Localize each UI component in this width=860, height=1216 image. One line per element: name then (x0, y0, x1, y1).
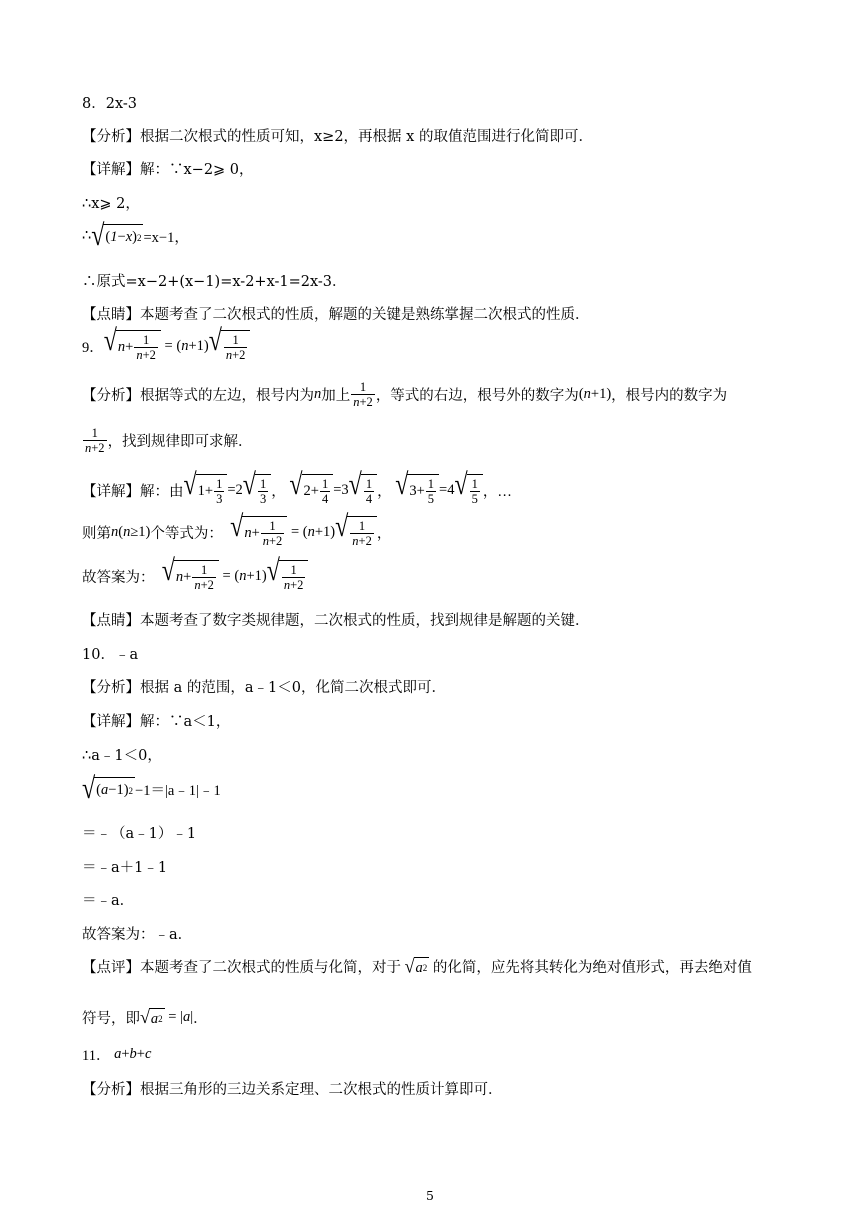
radical-lhs: √ n + $\frac{1}{n+2}$ (104, 330, 161, 362)
analysis-8: 【分析】根据二次根式的性质可知，x≥2，再根据 x 的取值范围进行化简即可． (82, 129, 593, 145)
comment-8: 【点睛】本题考查了二次根式的性质，解题的关键是熟练掌握二次根式的性质． (82, 307, 590, 323)
solution-10-line2: ∴a﹣1＜0， (82, 748, 162, 764)
comment-10-line2: 符号，即 √ a 2 = |a| ． (82, 1005, 208, 1027)
radical-expression: √ ( 1 − x ) 2 (91, 219, 142, 253)
solution-8-line4: ∴原式=x−2+(x−1)=x-2+x-1=2x-3． (82, 274, 347, 290)
solution-8-line1: 【详解】解：∵x−2⩾ 0， (82, 162, 254, 178)
answer-10: 10．﹣a (82, 647, 139, 663)
page-number: 5 (426, 1188, 434, 1203)
solution-10-line5: ＝﹣a＋1﹣1 (82, 860, 168, 876)
solution-8-line3: ∴ √ ( 1 − x ) 2 =x−1， (82, 219, 189, 253)
solution-9-line1: 【详解】解：由 √ 1+ $\frac{1}{3}$ =2 √ $\frac{1}{3}$ ， √ 2+ $\frac{1}{4}$ =3 √ $\frac{1}{4}$ ， √ 3+ $\frac{1}{5}$ =4 √ $\frac{1}{5}$ ，… (82, 468, 512, 506)
answer-11: 11． a+b+c (82, 1046, 152, 1064)
radical-rhs: √ $\frac{1}{n+2}$ (209, 330, 251, 362)
solution-9-answer: 故答案为： √ n + $\frac{1}{n+2}$ = (n+1) √ $\frac{1}{n+2}$ (82, 560, 308, 592)
solution-10-line4: ＝﹣（a﹣1）﹣1 (82, 826, 197, 842)
solution-10-line6: ＝﹣a． (82, 893, 135, 909)
therefore-symbol: ∴ (82, 227, 92, 244)
solution-9-line2: 则第 n(n≥1) 个等式为： √ n + $\frac{1}{n+2}$ = (n+1) √ $\frac{1}{n+2}$ ， (82, 510, 392, 548)
analysis-10: 【分析】根据 a 的范围，a﹣1＜0，化简二次根式即可． (82, 680, 446, 696)
analysis-9-line1: 【分析】根据等式的左边，根号内为 n 加上 $\frac{1}{n+2}$ ，等式的右边，根号外的数字为 (n+1) ，根号内的数字为 (82, 380, 728, 409)
solution-10-line1: 【详解】解：∵a＜1， (82, 714, 231, 730)
answer-8: 8．2x-3 (82, 96, 137, 112)
comment-9: 【点睛】本题考查了数字类规律题，二次根式的性质，找到规律是解题的关键． (82, 613, 590, 629)
solution-8-line2: ∴x⩾ 2， (82, 196, 140, 212)
analysis-11: 【分析】根据三角形的三边关系定理、二次根式的性质计算即可． (82, 1082, 503, 1098)
answer-9: 9． √ n + $\frac{1}{n+2}$ = (n+1) √ $\frac{1}{n+2}$ (82, 330, 250, 362)
solution-10-line3: √ ( a −1) 2 −1＝|a﹣1|﹣1 (82, 772, 221, 806)
solution-10-answer: 故答案为：﹣a． (82, 927, 193, 943)
analysis-9-line2: $\frac{1}{n+2}$ ，找到规律即可求解． (85, 426, 253, 455)
comment-10-line1: 【点评】本题考查了二次根式的性质与化简，对于 √ a 2 的化简，应先将其转化为绝对值形式，再去绝对值 (82, 954, 752, 976)
